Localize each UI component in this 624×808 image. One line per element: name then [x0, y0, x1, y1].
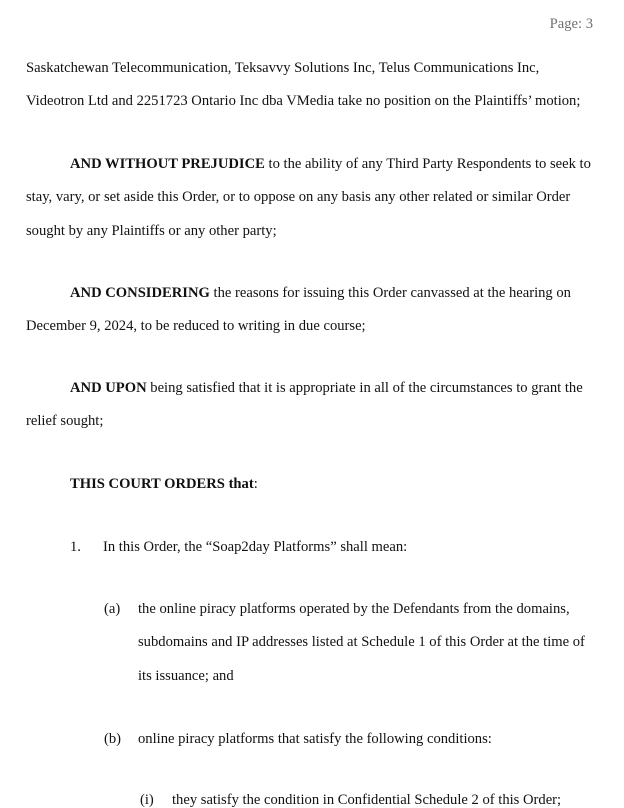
list-item-text: they satisfy the condition in Confidential Schedule 2 of this Order;	[172, 792, 562, 808]
list-item-text: In this Order, the “Soap2day Platforms” shall mean:	[103, 539, 408, 555]
text-line: its issuance; and	[138, 668, 234, 684]
text-run: being satisfied that it is appropriate in all of the circumstances to grant the	[146, 380, 583, 396]
text-run: to the ability of any Third Party Respondents to seek to	[264, 156, 591, 172]
text-line: Saskatchewan Telecommunication, Teksavvy Solutions Inc, Telus Communications Inc,	[26, 60, 540, 76]
text-line: stay, vary, or set aside this Order, or to oppose on any basis any other related or similar Order	[26, 189, 571, 205]
text-line: Videotron Ltd and 2251723 Ontario Inc dba VMedia take no position on the Plaintiffs’ motion;	[26, 93, 581, 109]
text-line	[70, 157, 591, 172]
bold-lead: AND CONSIDERING	[70, 285, 210, 301]
text-line: relief sought;	[26, 413, 104, 429]
text-line: the online piracy platforms operated by the Defendants from the domains,	[138, 601, 570, 617]
text-run: the reasons for issuing this Order canvassed at the hearing on	[209, 285, 571, 301]
bold-lead: AND UPON	[70, 380, 147, 396]
text-line: December 9, 2024, to be reduced to writing in due course;	[26, 318, 366, 334]
list-marker: (a)	[104, 601, 121, 617]
bold-lead: AND WITHOUT PREJUDICE	[70, 156, 265, 172]
text-line: subdomains and IP addresses listed at Schedule 1 of this Order at the time of	[138, 634, 585, 650]
list-item-text: online piracy platforms that satisfy the following conditions:	[138, 731, 492, 747]
text-line	[70, 286, 571, 301]
list-marker: 1.	[70, 539, 81, 555]
list-marker: (b)	[104, 731, 122, 747]
list-marker: (i)	[140, 792, 154, 808]
orders-heading	[70, 477, 258, 492]
text-line: sought by any Plaintiffs or any other party;	[26, 223, 277, 239]
orders-heading-bold: THIS COURT ORDERS that	[70, 476, 254, 492]
text-line	[70, 381, 583, 396]
orders-heading-colon: :	[253, 476, 258, 492]
page-number: Page: 3	[549, 16, 593, 32]
